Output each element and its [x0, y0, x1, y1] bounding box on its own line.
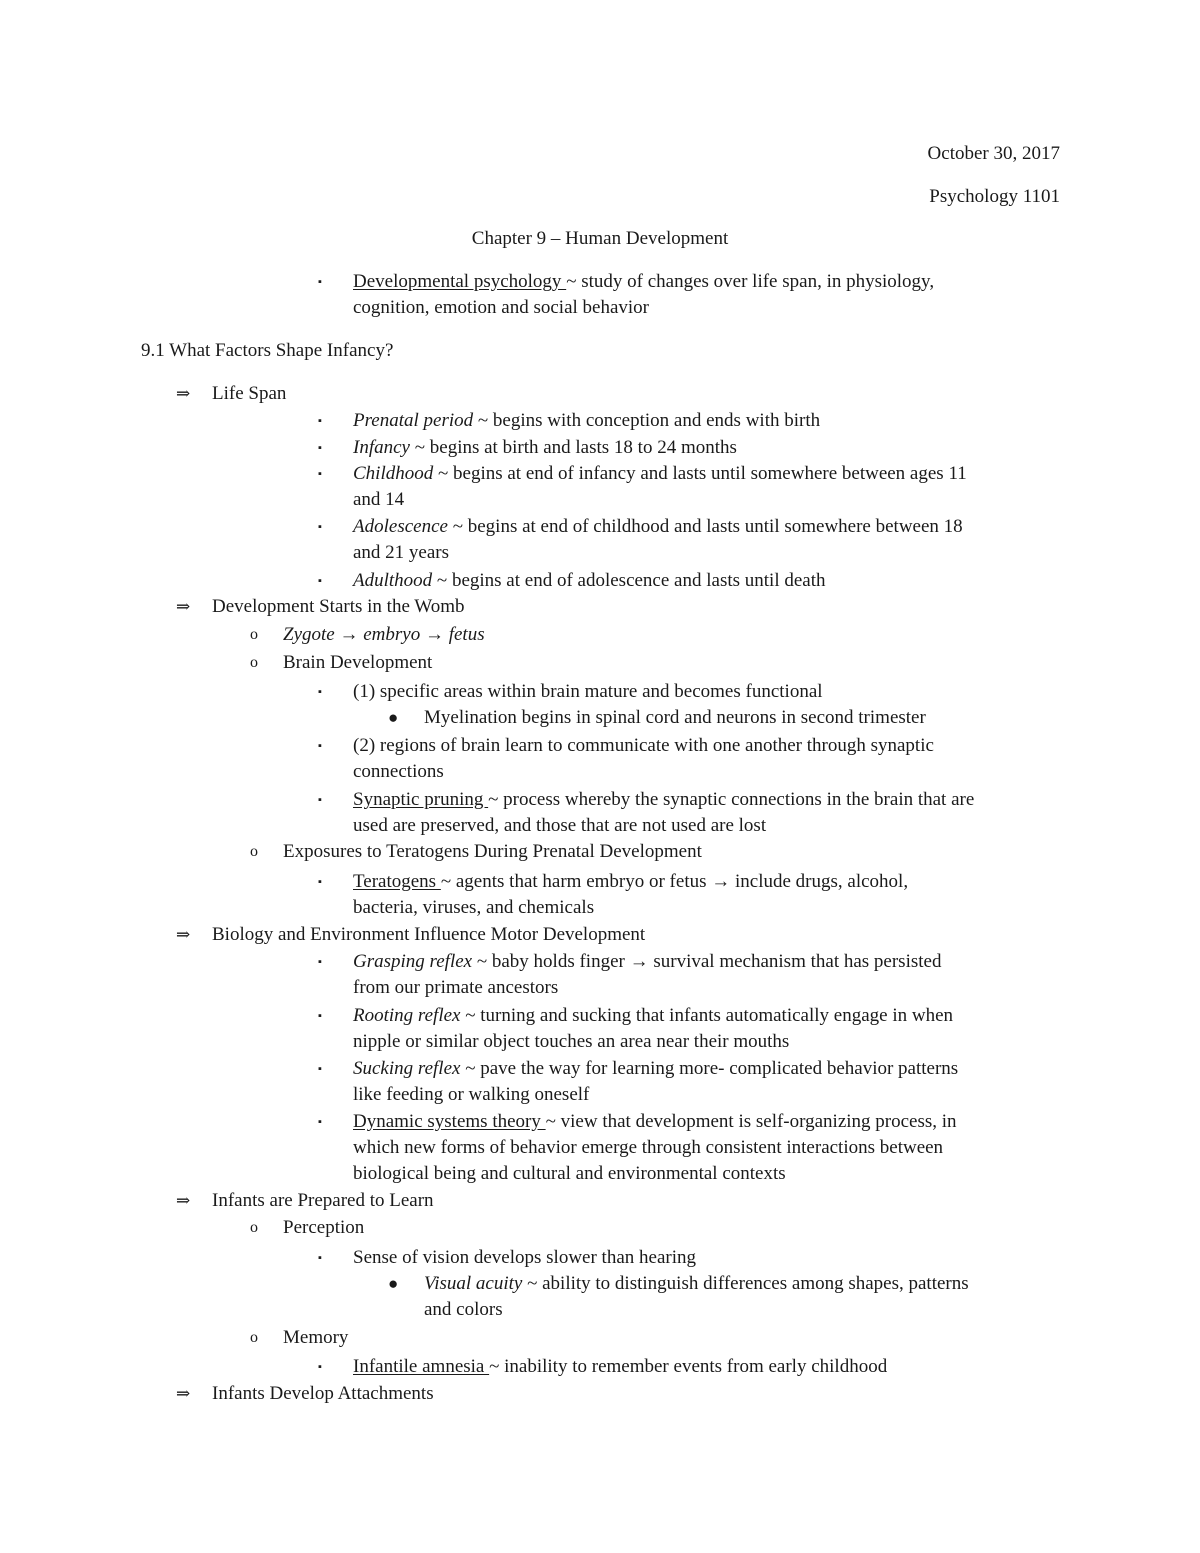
- square-bullet: ▪: [318, 794, 322, 806]
- term: Childhood: [353, 463, 434, 484]
- right-arrow-icon: →: [424, 624, 444, 645]
- arrow-bullet: ⇒: [176, 1191, 191, 1210]
- definition-text: ~ inability to remember events from early childhood: [489, 1356, 888, 1377]
- list-item: [353, 436, 737, 460]
- subheading-memory: Memory: [283, 1327, 349, 1348]
- definition-text: ~ begins at birth and lasts 18 to 24 months: [409, 437, 737, 458]
- list-item-continuation: and 14: [353, 489, 405, 510]
- list-item: [353, 515, 963, 539]
- definition-text: ~ process whereby the synaptic connections in the brain that are: [488, 789, 975, 810]
- list-item: (1) specific areas within brain mature and becomes functional: [353, 681, 823, 702]
- subheading-brain-development: Brain Development: [283, 652, 433, 673]
- list-item-continuation: bacteria, viruses, and chemicals: [353, 897, 595, 918]
- right-arrow-icon: →: [711, 871, 731, 892]
- list-item-continuation: connections: [353, 761, 444, 782]
- square-bullet: ▪: [318, 575, 322, 587]
- definition-text: survival mechanism that has persisted: [648, 951, 942, 972]
- list-item: [353, 1110, 957, 1134]
- term-embryo: embryo: [363, 624, 421, 645]
- arrow-bullet: ⇒: [176, 1384, 191, 1403]
- list-item-continuation: and colors: [424, 1299, 503, 1320]
- right-arrow-icon: →: [339, 624, 359, 645]
- definition-text: ~ begins at end of infancy and lasts until somewhere between ages 11: [433, 463, 967, 484]
- list-item-continuation: which new forms of behavior emerge through consistent interactions between: [353, 1137, 944, 1158]
- term: Adulthood: [353, 570, 433, 591]
- zygote-line: [283, 623, 485, 647]
- term-synaptic-pruning: Synaptic pruning: [353, 789, 489, 810]
- term: Adolescence: [353, 516, 448, 537]
- dot-bullet: ●: [388, 1274, 399, 1293]
- list-item: Sense of vision develops slower than hearing: [353, 1247, 696, 1268]
- square-bullet: ▪: [318, 876, 322, 888]
- heading-attachments: Infants Develop Attachments: [212, 1383, 434, 1404]
- square-bullet: ▪: [318, 521, 322, 533]
- list-item-continuation: like feeding or walking oneself: [353, 1084, 590, 1105]
- date-line: October 30, 2017: [927, 143, 1060, 164]
- square-bullet: ▪: [318, 1361, 322, 1373]
- arrow-bullet: ⇒: [176, 597, 191, 616]
- square-bullet: ▪: [318, 740, 322, 752]
- square-bullet: ▪: [318, 468, 322, 480]
- list-item: [353, 870, 908, 894]
- list-item-continuation: biological being and cultural and environmental contexts: [353, 1163, 786, 1184]
- list-item: Myelination begins in spinal cord and neurons in second trimester: [424, 707, 926, 728]
- term-zygote: Zygote: [283, 624, 335, 645]
- circle-bullet: o: [250, 654, 258, 671]
- term: Infancy: [353, 437, 410, 458]
- list-item-continuation: nipple or similar object touches an area near their mouths: [353, 1031, 790, 1052]
- definition-text: ~ begins at end of adolescence and lasts until death: [432, 570, 826, 591]
- dot-bullet: ●: [388, 708, 399, 727]
- definition-text: ~ pave the way for learning more- complicated behavior patterns: [460, 1058, 959, 1079]
- term-dynamic-systems-theory: Dynamic systems theory: [353, 1111, 546, 1132]
- definition-text: ~ begins at end of childhood and lasts until somewhere between 18: [447, 516, 963, 537]
- square-bullet: ▪: [318, 415, 322, 427]
- term-teratogens: Teratogens: [353, 871, 441, 892]
- square-bullet: ▪: [318, 956, 322, 968]
- definition-text: ~ ability to distinguish differences among shapes, patterns: [522, 1273, 969, 1294]
- definition-text: ~ begins with conception and ends with birth: [473, 410, 821, 431]
- arrow-bullet: ⇒: [176, 925, 191, 944]
- course-line: Psychology 1101: [929, 186, 1060, 207]
- heading-life-span: Life Span: [212, 383, 287, 404]
- definition-text: ~ baby holds finger: [472, 951, 630, 972]
- list-item-continuation: used are preserved, and those that are not used are lost: [353, 815, 767, 836]
- square-bullet: ▪: [318, 442, 322, 454]
- list-item: (2) regions of brain learn to communicate with one another through synaptic: [353, 735, 934, 756]
- definition-text: ~ view that development is self-organizing process, in: [545, 1111, 957, 1132]
- definition-text: ~ agents that harm embryo or fetus: [440, 871, 712, 892]
- heading-motor-development: Biology and Environment Influence Motor Development: [212, 924, 646, 945]
- term-rooting-reflex: Rooting reflex: [353, 1005, 461, 1026]
- list-item: [353, 1057, 958, 1081]
- list-item: [353, 1355, 887, 1379]
- list-item: [353, 462, 967, 486]
- circle-bullet: o: [250, 843, 258, 860]
- heading-prepared-to-learn: Infants are Prepared to Learn: [212, 1190, 434, 1211]
- subheading-perception: Perception: [283, 1217, 365, 1238]
- intro-line: [353, 270, 934, 294]
- definition-text: include drugs, alcohol,: [730, 871, 909, 892]
- term-visual-acuity: Visual acuity: [424, 1273, 523, 1294]
- list-item: [353, 569, 826, 593]
- list-item: [353, 788, 974, 812]
- term-grasping-reflex: Grasping reflex: [353, 951, 473, 972]
- right-arrow-icon: →: [629, 951, 649, 972]
- term: Prenatal period: [353, 410, 474, 431]
- circle-bullet: o: [250, 1329, 258, 1346]
- list-item: [353, 1004, 953, 1028]
- square-bullet: ▪: [318, 1116, 322, 1128]
- list-item-continuation: from our primate ancestors: [353, 977, 559, 998]
- term-fetus: fetus: [448, 624, 485, 645]
- definition-text: ~ turning and sucking that infants automatically engage in when: [460, 1005, 954, 1026]
- circle-bullet: o: [250, 626, 258, 643]
- square-bullet: ▪: [318, 686, 322, 698]
- list-item: [353, 409, 820, 433]
- section-title: 9.1 What Factors Shape Infancy?: [141, 340, 394, 361]
- list-item: [353, 950, 941, 974]
- circle-bullet: o: [250, 1219, 258, 1236]
- square-bullet: ▪: [318, 276, 322, 288]
- term-sucking-reflex: Sucking reflex: [353, 1058, 461, 1079]
- intro-line-2: cognition, emotion and social behavior: [353, 297, 650, 318]
- definition-text: study of changes over life span, in physiology,: [576, 271, 935, 292]
- square-bullet: ▪: [318, 1063, 322, 1075]
- tilde: ~: [566, 271, 577, 292]
- arrow-bullet: ⇒: [176, 384, 191, 403]
- heading-womb: Development Starts in the Womb: [212, 596, 465, 617]
- square-bullet: ▪: [318, 1010, 322, 1022]
- list-item-continuation: and 21 years: [353, 542, 450, 563]
- term-infantile-amnesia: Infantile amnesia: [353, 1356, 490, 1377]
- list-item: [424, 1272, 969, 1296]
- square-bullet: ▪: [318, 1252, 322, 1264]
- chapter-title: Chapter 9 – Human Development: [471, 228, 729, 249]
- term-developmental-psychology: Developmental psychology: [353, 271, 567, 292]
- subheading-teratogens: Exposures to Teratogens During Prenatal Development: [283, 841, 702, 862]
